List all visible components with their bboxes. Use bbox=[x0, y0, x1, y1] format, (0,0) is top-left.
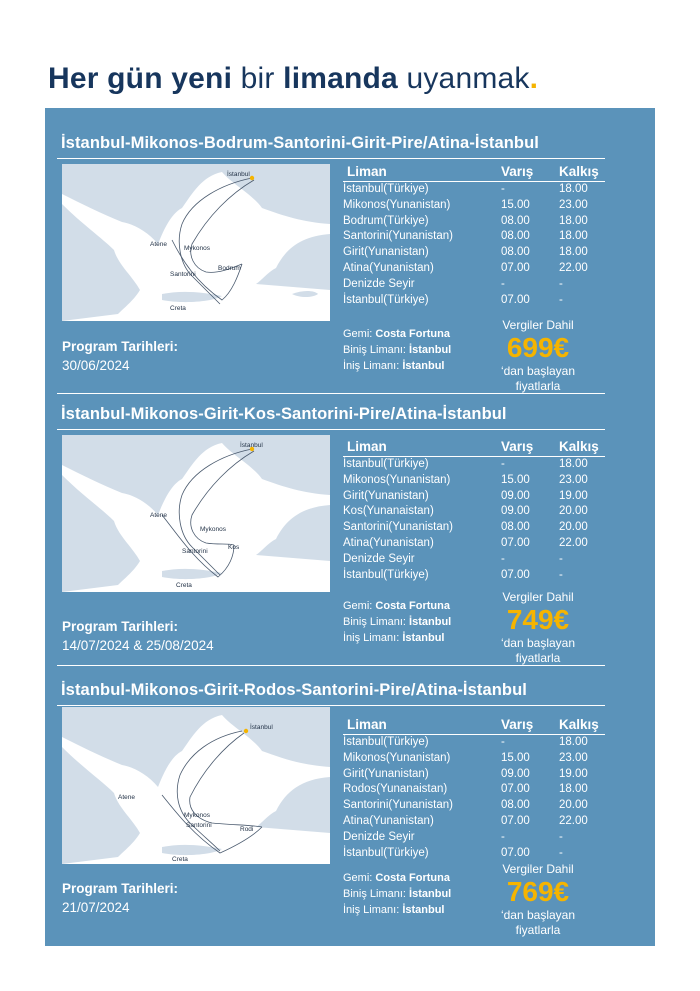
cruise-title[interactable]: İstanbul-Mikonos-Girit-Kos-Santorini-Pire/Atina-İstanbul bbox=[61, 405, 507, 423]
map-label-creta: Creta bbox=[170, 305, 186, 312]
program-dates-label: Program Tarihleri: bbox=[62, 881, 179, 896]
row-departure: - bbox=[559, 277, 563, 290]
row-port: Santorini(Yunanistan) bbox=[343, 799, 453, 812]
row-port: Santorini(Yunanistan) bbox=[343, 521, 453, 534]
title-divider bbox=[57, 705, 605, 706]
map-label-santorini: Santorini bbox=[186, 822, 212, 829]
row-departure: 22.00 bbox=[559, 814, 588, 827]
cruise-panel bbox=[45, 108, 655, 946]
tax-note: Vergiler Dahil bbox=[502, 590, 574, 604]
row-arrival: - bbox=[501, 830, 505, 843]
header-arrival: Varış bbox=[501, 717, 534, 732]
map-label-santorini: Santorini bbox=[182, 548, 208, 555]
program-dates: 30/06/2024 bbox=[62, 358, 130, 373]
table-row bbox=[343, 504, 605, 520]
map-label-atene: Atene bbox=[150, 512, 167, 519]
row-arrival: 08.00 bbox=[501, 799, 530, 812]
cruise-title[interactable]: İstanbul-Mikonos-Bodrum-Santorini-Girit-Pire/Atina-İstanbul bbox=[61, 134, 539, 152]
row-departure: 20.00 bbox=[559, 799, 588, 812]
row-arrival: - bbox=[501, 277, 505, 290]
title-divider bbox=[57, 429, 605, 430]
table-row bbox=[343, 735, 605, 751]
route-map-svg bbox=[62, 707, 330, 864]
row-arrival: 08.00 bbox=[501, 230, 530, 243]
row-port: İstanbul(Türkiye) bbox=[343, 183, 429, 195]
row-arrival: - bbox=[501, 183, 505, 195]
headline-dot: . bbox=[529, 62, 539, 95]
row-arrival: 08.00 bbox=[501, 214, 530, 227]
table-row bbox=[343, 814, 605, 830]
table-row bbox=[343, 568, 605, 584]
itinerary-table bbox=[343, 439, 605, 583]
row-port: İstanbul(Türkiye) bbox=[343, 736, 429, 748]
map-label-mykonos: Mykonos bbox=[184, 245, 211, 252]
price-box bbox=[493, 318, 583, 394]
row-departure: 18.00 bbox=[559, 230, 588, 243]
route-map bbox=[62, 435, 330, 592]
row-port: Mikonos(Yunanistan) bbox=[343, 473, 451, 486]
table-row bbox=[343, 182, 605, 198]
row-departure: - bbox=[559, 552, 563, 565]
row-arrival: 09.00 bbox=[501, 767, 530, 780]
row-departure: - bbox=[559, 830, 563, 843]
row-departure: - bbox=[559, 568, 563, 581]
header-departure: Kalkış bbox=[559, 717, 599, 732]
disembark-port: İstanbul bbox=[402, 632, 445, 644]
disembark-port: İstanbul bbox=[402, 360, 445, 372]
table-row bbox=[343, 751, 605, 767]
row-port: Girit(Yunanistan) bbox=[343, 489, 429, 502]
row-arrival: 07.00 bbox=[501, 261, 530, 274]
row-arrival: 09.00 bbox=[501, 505, 530, 518]
row-arrival: 15.00 bbox=[501, 751, 530, 764]
route-map-svg bbox=[62, 435, 330, 592]
row-arrival: 09.00 bbox=[501, 489, 530, 502]
program-dates-label: Program Tarihleri: bbox=[62, 619, 179, 634]
table-row bbox=[343, 214, 605, 230]
cruise-title[interactable]: İstanbul-Mikonos-Girit-Rodos-Santorini-Pire/Atina-İstanbul bbox=[61, 681, 527, 699]
row-arrival: - bbox=[501, 552, 505, 565]
table-row bbox=[343, 830, 605, 846]
row-departure: - bbox=[559, 293, 563, 306]
map-label-istanbul: İstanbul bbox=[240, 442, 263, 449]
row-arrival: 07.00 bbox=[501, 293, 530, 306]
table-row bbox=[343, 261, 605, 277]
row-arrival: - bbox=[501, 736, 505, 748]
header-port: Liman bbox=[347, 717, 387, 732]
route-map-svg bbox=[62, 164, 330, 321]
program-dates: 14/07/2024 & 25/08/2024 bbox=[62, 638, 214, 653]
table-row bbox=[343, 457, 605, 473]
row-arrival: 07.00 bbox=[501, 846, 530, 859]
row-departure: 18.00 bbox=[559, 458, 588, 470]
map-label-mykonos: Mykonos bbox=[200, 526, 227, 533]
table-row bbox=[343, 198, 605, 214]
ship-label: Gemi: bbox=[343, 328, 373, 340]
price-from-line-2: fiyatlarla bbox=[515, 379, 561, 393]
price-from-line-2: fiyatlarla bbox=[515, 923, 561, 937]
table-header bbox=[343, 439, 605, 457]
row-departure: 22.00 bbox=[559, 261, 588, 274]
embark-label: Biniş Limanı: bbox=[343, 888, 406, 900]
ship-label: Gemi: bbox=[343, 600, 373, 612]
row-port: Girit(Yunanistan) bbox=[343, 246, 429, 259]
price-from-line-2: fiyatlarla bbox=[515, 651, 561, 665]
table-row bbox=[343, 536, 605, 552]
embark-label: Biniş Limanı: bbox=[343, 616, 406, 628]
disembark-label: İniş Limanı: bbox=[343, 360, 400, 372]
row-port: Mikonos(Yunanistan) bbox=[343, 198, 451, 211]
row-arrival: 15.00 bbox=[501, 198, 530, 211]
route-map bbox=[62, 707, 330, 864]
ship-name: Costa Fortuna bbox=[375, 600, 450, 612]
row-port: Santorini(Yunanistan) bbox=[343, 230, 453, 243]
row-port: Mikonos(Yunanistan) bbox=[343, 751, 451, 764]
route-map bbox=[62, 164, 330, 321]
table-row bbox=[343, 245, 605, 261]
row-departure: 18.00 bbox=[559, 736, 588, 748]
map-label-bodrum: Bodrum bbox=[218, 265, 241, 272]
row-port: Atina(Yunanistan) bbox=[343, 261, 434, 274]
headline-word-3: limanda bbox=[283, 62, 398, 95]
ship-info bbox=[343, 326, 451, 374]
header-port: Liman bbox=[347, 439, 387, 454]
row-arrival: 15.00 bbox=[501, 473, 530, 486]
itinerary-table bbox=[343, 717, 605, 861]
map-label-santorini: Santorini bbox=[170, 271, 196, 278]
map-label-rodi: Rodi bbox=[240, 826, 254, 833]
tax-note: Vergiler Dahil bbox=[502, 862, 574, 876]
map-label-istanbul: İstanbul bbox=[227, 171, 250, 178]
section-divider bbox=[57, 665, 605, 666]
row-departure: 18.00 bbox=[559, 246, 588, 259]
row-departure: 18.00 bbox=[559, 183, 588, 195]
table-row bbox=[343, 846, 605, 862]
price: 699€ bbox=[506, 332, 570, 363]
price-from-line-1: ‘dan başlayan bbox=[500, 364, 576, 378]
row-port: Denizde Seyir bbox=[343, 277, 415, 290]
map-label-atene: Atene bbox=[118, 794, 135, 801]
disembark-label: İniş Limanı: bbox=[343, 632, 400, 644]
map-label-kos: Kos bbox=[228, 544, 240, 551]
row-port: İstanbul(Türkiye) bbox=[343, 846, 429, 859]
row-arrival: - bbox=[501, 458, 505, 470]
embark-label: Biniş Limanı: bbox=[343, 344, 406, 356]
table-row bbox=[343, 489, 605, 505]
table-row bbox=[343, 473, 605, 489]
section-divider bbox=[57, 393, 605, 394]
row-arrival: 07.00 bbox=[501, 568, 530, 581]
table-row bbox=[343, 277, 605, 293]
program-dates: 21/07/2024 bbox=[62, 900, 130, 915]
row-departure: 18.00 bbox=[559, 783, 588, 796]
row-departure: 20.00 bbox=[559, 521, 588, 534]
tax-note: Vergiler Dahil bbox=[502, 318, 574, 332]
price-box bbox=[493, 590, 583, 666]
row-port: Bodrum(Türkiye) bbox=[343, 214, 429, 227]
table-row bbox=[343, 552, 605, 568]
price-from-line-1: ‘dan başlayan bbox=[500, 908, 576, 922]
embark-port: İstanbul bbox=[409, 616, 452, 628]
title-divider bbox=[57, 158, 605, 159]
row-departure: 19.00 bbox=[559, 489, 588, 502]
header-departure: Kalkış bbox=[559, 164, 599, 179]
program-dates-label: Program Tarihleri: bbox=[62, 339, 179, 354]
row-port: Denizde Seyir bbox=[343, 552, 415, 565]
ship-name: Costa Fortuna bbox=[375, 328, 450, 340]
map-label-atene: Atene bbox=[150, 241, 167, 248]
row-port: İstanbul(Türkiye) bbox=[343, 568, 429, 581]
row-departure: 23.00 bbox=[559, 198, 588, 211]
map-label-mykonos: Mykonos bbox=[184, 812, 211, 819]
row-port: Atina(Yunanistan) bbox=[343, 814, 434, 827]
row-departure: 19.00 bbox=[559, 767, 588, 780]
price: 769€ bbox=[506, 876, 570, 907]
table-row bbox=[343, 767, 605, 783]
ship-label: Gemi: bbox=[343, 872, 373, 884]
row-port: Kos(Yunanaistan) bbox=[343, 505, 434, 518]
row-departure: - bbox=[559, 846, 563, 859]
headline-word-2: bir bbox=[240, 62, 275, 95]
table-row bbox=[343, 782, 605, 798]
row-port: Denizde Seyir bbox=[343, 830, 415, 843]
table-header bbox=[343, 164, 605, 182]
row-arrival: 08.00 bbox=[501, 246, 530, 259]
headline-word-4: uyanmak bbox=[406, 62, 530, 95]
price-box bbox=[493, 862, 583, 938]
embark-port: İstanbul bbox=[409, 344, 452, 356]
row-departure: 18.00 bbox=[559, 214, 588, 227]
row-arrival: 07.00 bbox=[501, 783, 530, 796]
table-row bbox=[343, 229, 605, 245]
row-arrival: 08.00 bbox=[501, 521, 530, 534]
map-label-creta: Creta bbox=[172, 856, 188, 863]
map-label-istanbul: İstanbul bbox=[250, 724, 273, 731]
table-row bbox=[343, 293, 605, 309]
map-label-creta: Creta bbox=[176, 582, 192, 589]
header-departure: Kalkış bbox=[559, 439, 599, 454]
price-from-line-1: ‘dan başlayan bbox=[500, 636, 576, 650]
ship-info bbox=[343, 598, 451, 646]
row-port: İstanbul(Türkiye) bbox=[343, 293, 429, 306]
page-headline bbox=[48, 62, 538, 96]
ship-name: Costa Fortuna bbox=[375, 872, 450, 884]
row-departure: 23.00 bbox=[559, 751, 588, 764]
table-row bbox=[343, 798, 605, 814]
table-row bbox=[343, 520, 605, 536]
row-arrival: 07.00 bbox=[501, 814, 530, 827]
headline-word-1: Her gün yeni bbox=[48, 62, 233, 95]
ship-info bbox=[343, 870, 451, 918]
row-port: Atina(Yunanistan) bbox=[343, 536, 434, 549]
itinerary-table bbox=[343, 164, 605, 308]
header-arrival: Varış bbox=[501, 439, 534, 454]
disembark-port: İstanbul bbox=[402, 904, 445, 916]
disembark-label: İniş Limanı: bbox=[343, 904, 400, 916]
row-port: Rodos(Yunanaistan) bbox=[343, 783, 448, 796]
table-header bbox=[343, 717, 605, 735]
header-port: Liman bbox=[347, 164, 387, 179]
row-departure: 22.00 bbox=[559, 536, 588, 549]
row-departure: 23.00 bbox=[559, 473, 588, 486]
row-port: Girit(Yunanistan) bbox=[343, 767, 429, 780]
embark-port: İstanbul bbox=[409, 888, 452, 900]
header-arrival: Varış bbox=[501, 164, 534, 179]
row-departure: 20.00 bbox=[559, 505, 588, 518]
row-port: İstanbul(Türkiye) bbox=[343, 458, 429, 470]
price: 749€ bbox=[506, 604, 570, 635]
row-arrival: 07.00 bbox=[501, 536, 530, 549]
